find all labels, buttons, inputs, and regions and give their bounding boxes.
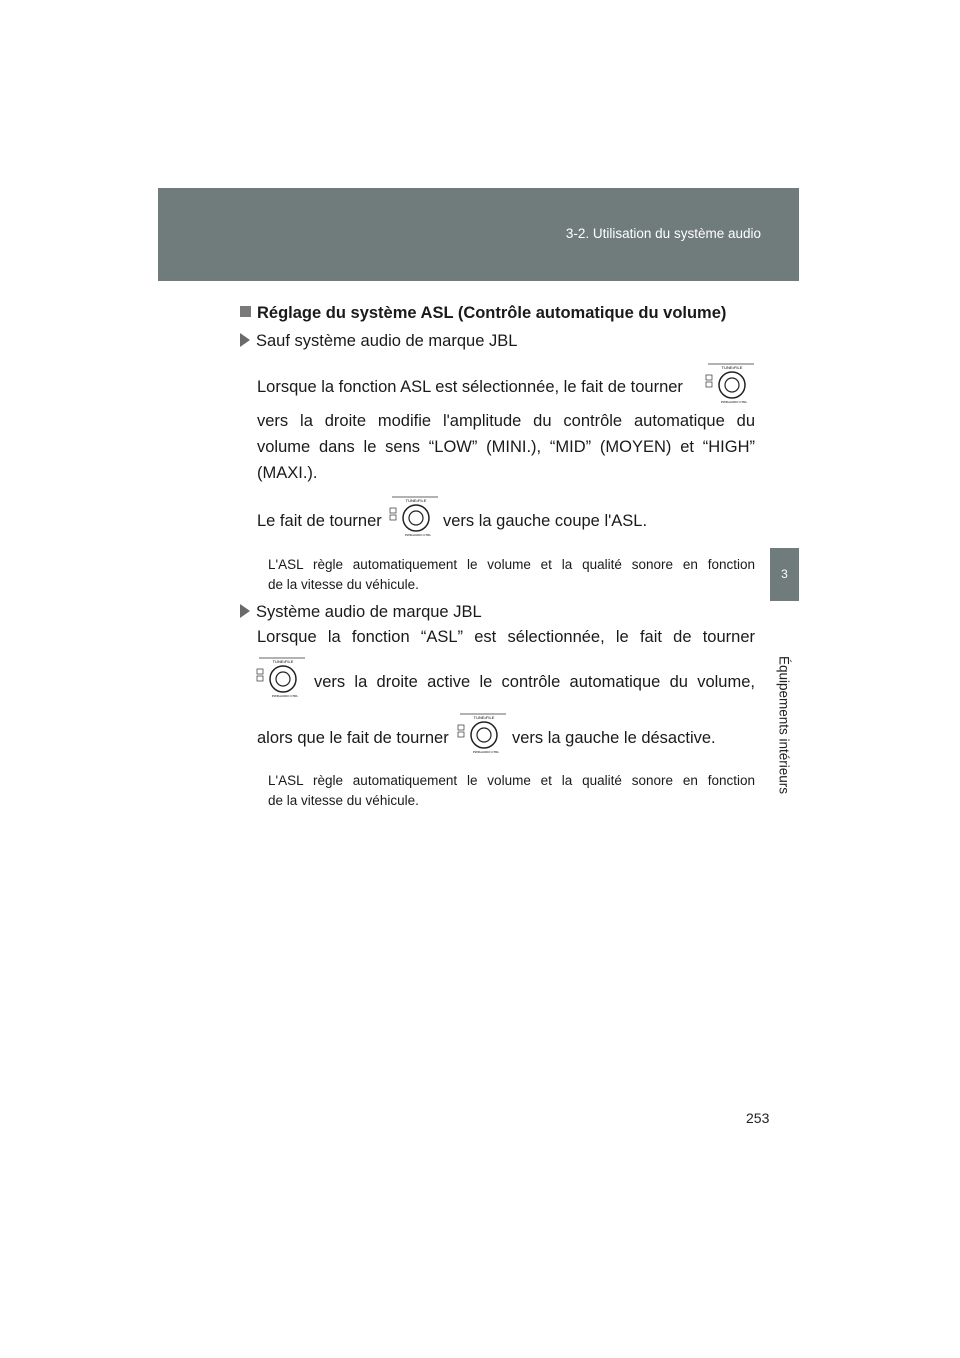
non-jbl-line1: Lorsque la fonction ASL est sélectionnée, le fait de tourner [257,378,683,396]
non-jbl-line5b: vers la gauche coupe l'ASL. [443,512,648,530]
svg-text:PWR•AUDIO CTRL: PWR•AUDIO CTRL [720,400,748,404]
svg-text:PWR•AUDIO CTRL: PWR•AUDIO CTRL [404,533,432,537]
jbl-line2: vers la droite active le contrôle automatique du volume, [314,673,755,691]
chapter-side-title: Équipements intérieurs [776,655,792,795]
non-jbl-line3: volume dans le sens “LOW” (MINI.), “MID” (MOYEN) et “HIGH” [257,438,755,456]
tune-file-knob-icon [456,712,508,756]
jbl-note: L'ASL règle automatiquement le volume et la qualité sonore en fonction de la vitesse du véhicule. [268,773,755,808]
jbl-line1: Lorsque la fonction “ASL” est sélectionnée, le fait de tourner [257,628,755,646]
jbl-line3a: alors que le fait de tourner [257,729,449,747]
tune-file-knob-icon [255,656,307,700]
jbl-line3b: vers la gauche le désactive. [512,729,716,747]
section-title: Réglage du système ASL (Contrôle automatique du volume) [240,304,726,323]
non-jbl-line5a: Le fait de tourner [257,512,382,530]
non-jbl-heading: Sauf système audio de marque JBL [240,332,517,351]
non-jbl-line4: (MAXI.). [257,464,318,482]
jbl-heading: Système audio de marque JBL [240,603,482,622]
non-jbl-line2: vers la droite modifie l'amplitude du contrôle automatique du [257,412,755,430]
svg-text:TUNE•FILE: TUNE•FILE [473,715,495,720]
chapter-header [158,188,799,281]
chapter-number-tab: 3 [770,548,799,601]
svg-text:TUNE•FILE: TUNE•FILE [405,498,427,503]
triangle-bullet-icon [240,333,250,347]
tune-file-knob-icon [704,362,756,406]
non-jbl-note: L'ASL règle automatiquement le volume et la qualité sonore en fonction de la vitesse du véhicule. [268,557,755,592]
svg-text:PWR•AUDIO CTRL: PWR•AUDIO CTRL [271,694,299,698]
svg-text:TUNE•FILE: TUNE•FILE [721,365,743,370]
header-title: 3-2. Utilisation du système audio [565,226,761,241]
svg-text:TUNE•FILE: TUNE•FILE [272,659,294,664]
page-number: 253 [746,1110,770,1126]
triangle-bullet-icon [240,604,250,618]
square-bullet-icon [240,306,251,317]
svg-text:PWR•AUDIO CTRL: PWR•AUDIO CTRL [472,750,500,754]
tune-file-knob-icon [388,495,440,539]
